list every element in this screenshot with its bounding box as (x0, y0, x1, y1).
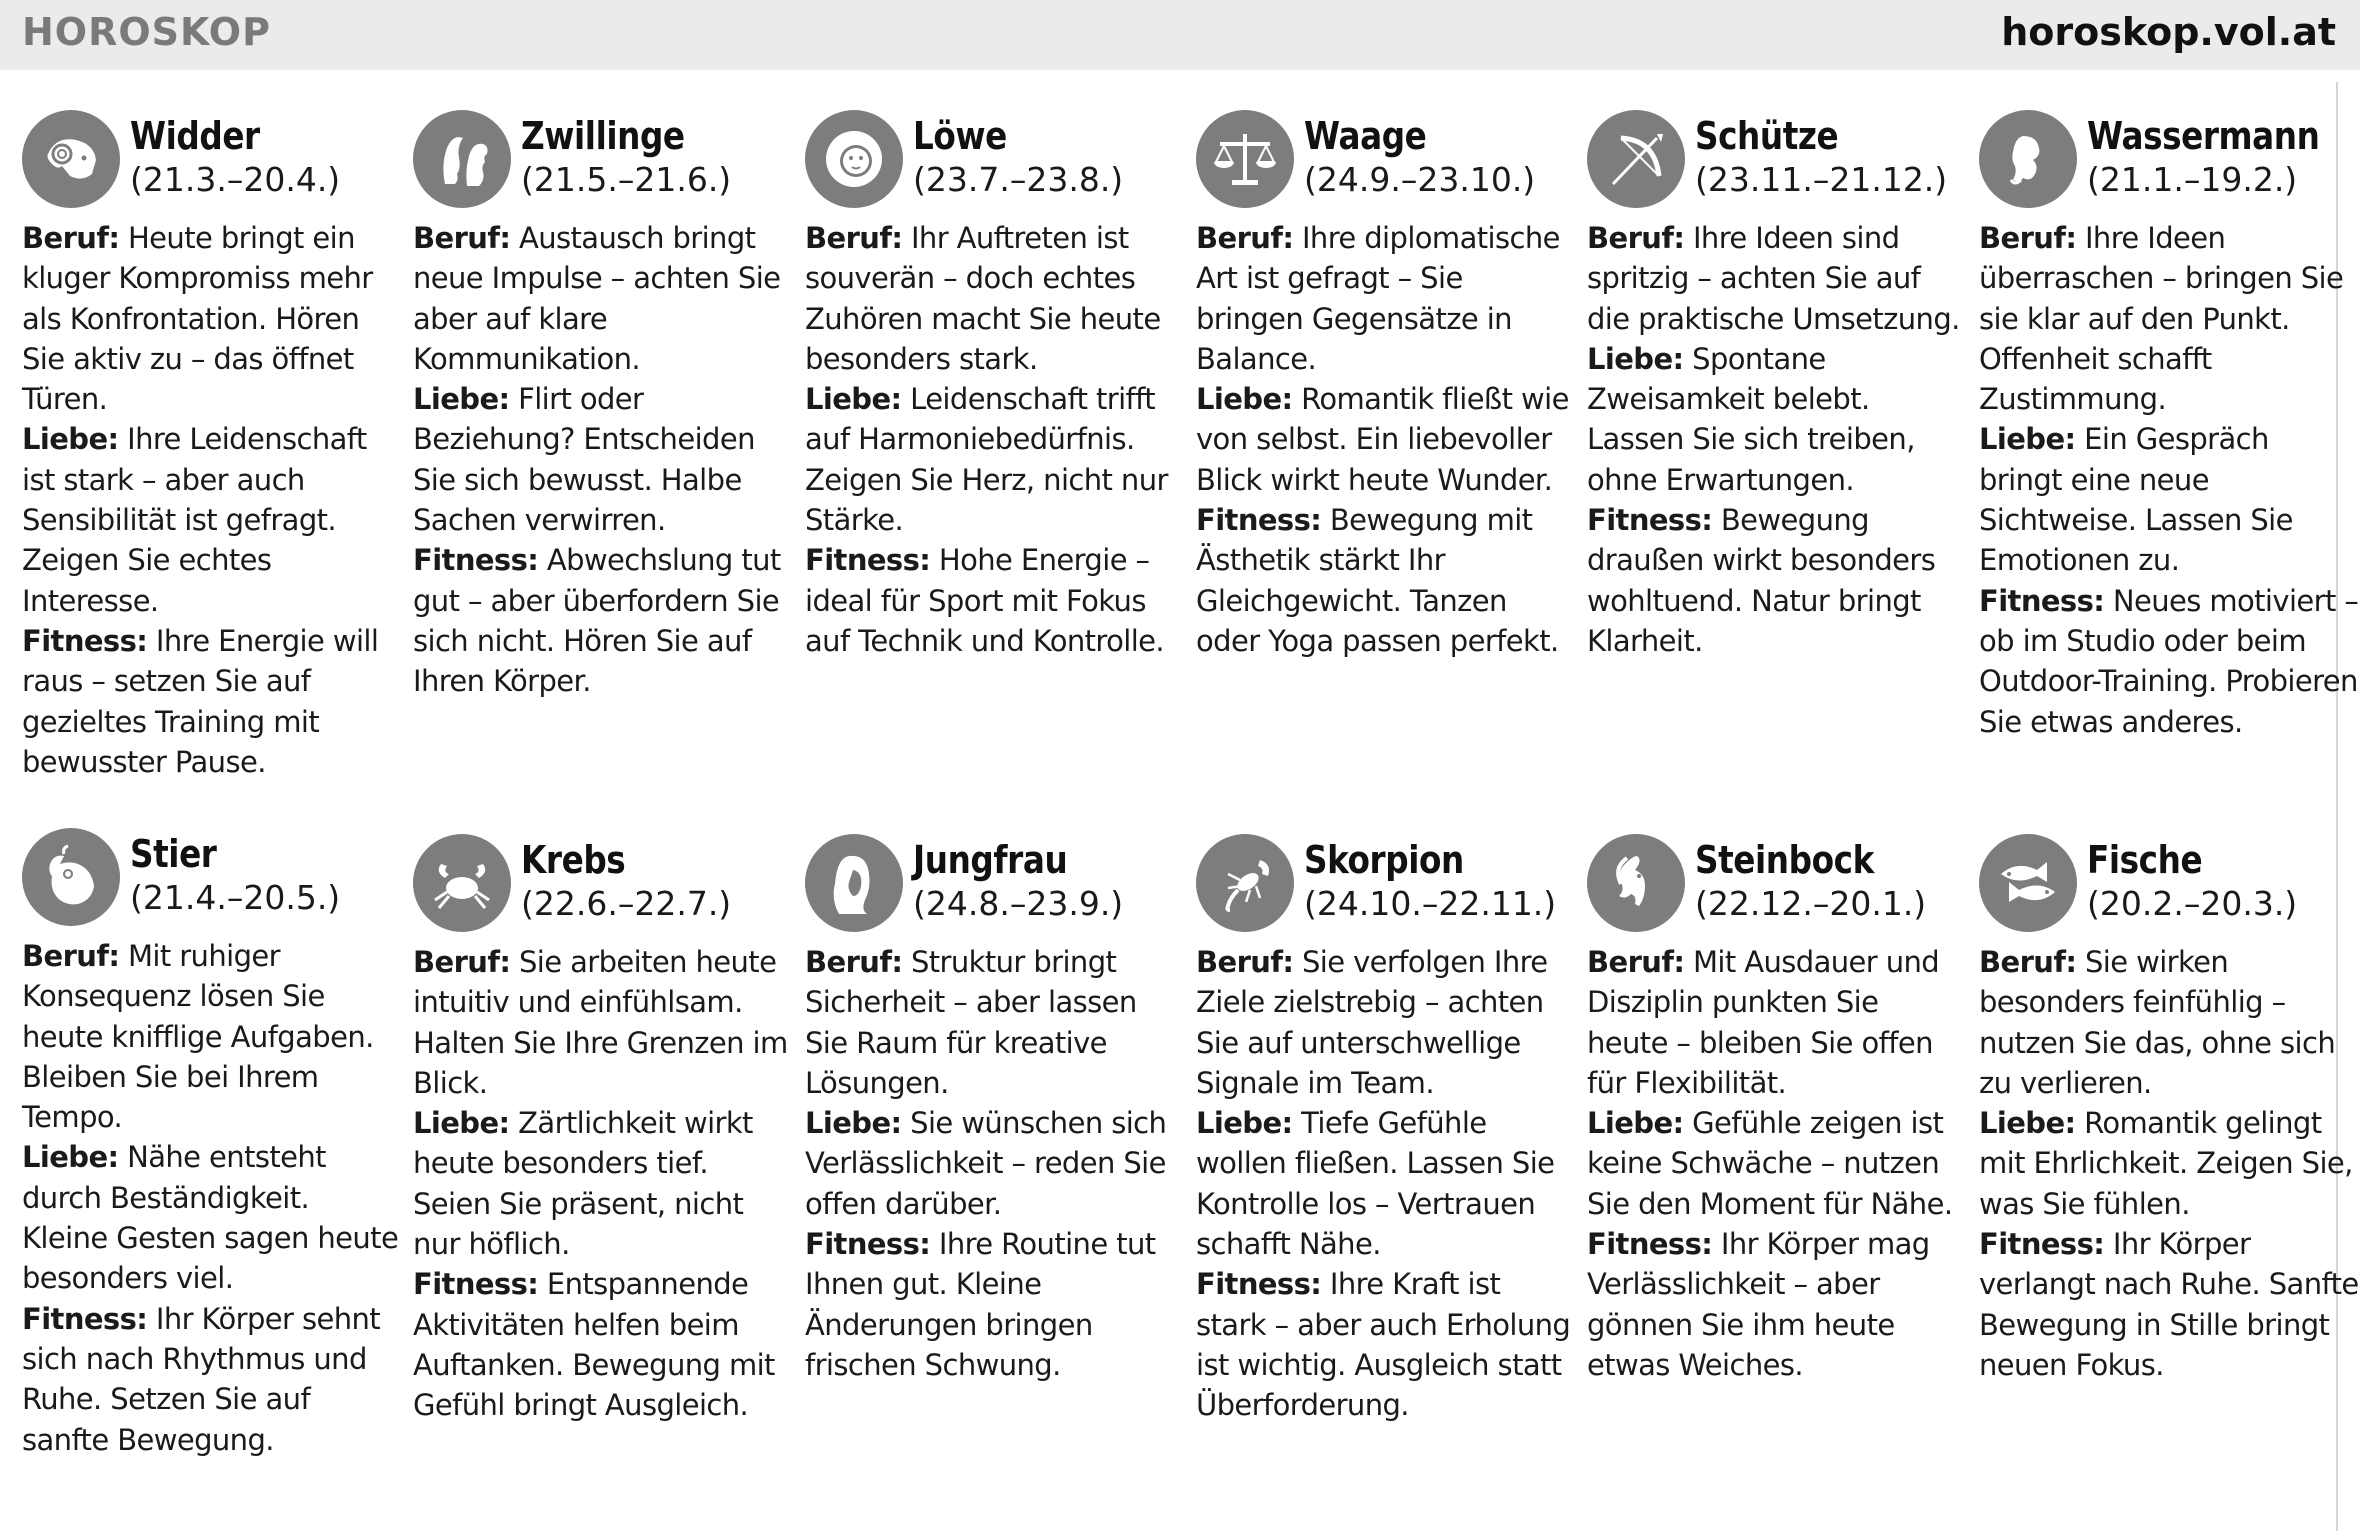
sign-dates: (24.8.–23.9.) (913, 884, 1124, 923)
sign-loewe (805, 110, 1185, 661)
liebe-label: Liebe: (22, 422, 119, 457)
sign-name: Steinbock (1695, 838, 1874, 882)
fitness-label: Fitness: (1979, 583, 2105, 618)
sign-name: Jungfrau (913, 838, 1068, 882)
fitness-label: Fitness: (413, 1267, 539, 1302)
goat-icon (1587, 834, 1685, 932)
sign-name: Skorpion (1304, 838, 1464, 882)
fitness-text: Entspannende Aktivitäten helfen beim Auftanken. Bewegung mit Gefühl bringt Ausgleich. (413, 1267, 775, 1423)
liebe-text: Ein Gespräch bringt eine neue Sichtweise. Lassen Sie Emotionen zu. (1979, 422, 2293, 578)
sign-dates: (21.3.–20.4.) (130, 160, 341, 199)
fitness-text: Ihr Körper mag Verlässlichkeit – aber gönnen Sie ihm heute etwas Weiches. (1587, 1227, 1930, 1382)
beruf-label: Beruf: (1587, 945, 1685, 979)
sign-text (413, 218, 793, 702)
sign-schuetze (1587, 110, 1967, 661)
liebe-text: Nähe entsteht durch Beständigkeit. Kleine Gesten sagen heute besonders viel. (22, 1140, 399, 1296)
sign-fische (1979, 834, 2359, 1385)
page-title: HOROSKOP (22, 10, 271, 54)
beruf-text: Ihr Auftreten ist souverän – doch echtes Zuhören macht Sie heute besonders stark. (805, 221, 1161, 376)
site-url: horoskop.vol.at (2001, 10, 2336, 54)
beruf-label: Beruf: (413, 221, 511, 255)
sign-name: Widder (130, 114, 260, 158)
beruf-label: Beruf: (805, 221, 903, 255)
sign-dates: (21.4.–20.5.) (130, 878, 341, 917)
fitness-label: Fitness: (805, 1227, 931, 1262)
twins-icon (413, 110, 511, 208)
sign-widder (22, 110, 402, 782)
lion-icon (805, 110, 903, 208)
beruf-label: Beruf: (22, 939, 120, 973)
crab-icon (413, 834, 511, 932)
liebe-text: Romantik gelingt mit Ehrlichkeit. Zeigen Sie, was Sie fühlen. (1979, 1106, 2353, 1221)
sign-dates: (22.12.–20.1.) (1695, 884, 1927, 923)
sign-text (1979, 942, 2359, 1385)
fitness-label: Fitness: (1196, 503, 1322, 538)
liebe-text: Romantik fließt wie von selbst. Ein liebevoller Blick wirkt heute Wunder. (1196, 382, 1569, 497)
scales-icon (1196, 110, 1294, 208)
fitness-text: Ihre Kraft ist stark – aber auch Erholung ist wichtig. Ausgleich statt Überforderung. (1196, 1267, 1571, 1423)
sign-steinbock (1587, 834, 1967, 1385)
liebe-text: Zärtlichkeit wirkt heute besonders tief. Seien Sie präsent, nicht nur höflich. (413, 1106, 753, 1262)
fitness-text: Abwechslung tut gut – aber überfordern Sie sich nicht. Hören Sie auf Ihren Körper. (413, 543, 781, 699)
archer-icon (1587, 110, 1685, 208)
sign-dates: (22.6.–22.7.) (521, 884, 732, 923)
sign-text (1196, 942, 1576, 1426)
beruf-label: Beruf: (1196, 221, 1294, 255)
liebe-text: Leidenschaft trifft auf Harmoniebedürfnis. Zeigen Sie Herz, nicht nur Stärke. (805, 382, 1168, 538)
sign-name: Krebs (521, 838, 626, 882)
bull-icon (22, 828, 120, 926)
sign-name: Wassermann (2087, 114, 2320, 158)
sign-name: Schütze (1695, 114, 1839, 158)
beruf-text: Mit ruhiger Konsequenz lösen Sie heute knifflige Aufgaben. Bleiben Sie bei Ihrem Tempo. (22, 939, 374, 1135)
beruf-text: Ihre diplomatische Art ist gefragt – Sie bringen Gegensätze in Balance. (1196, 221, 1560, 376)
liebe-text: Tiefe Gefühle wollen fließen. Lassen Sie Kontrolle los – Vertrauen schafft Nähe. (1196, 1106, 1555, 1262)
sign-text (413, 942, 793, 1426)
fitness-text: Ihre Routine tut Ihnen gut. Kleine Änderungen bringen frischen Schwung. (805, 1227, 1156, 1382)
sign-text (1587, 218, 1967, 661)
beruf-text: Mit Ausdauer und Disziplin punkten Sie heute – bleiben Sie offen für Flexibilität. (1587, 945, 1940, 1100)
liebe-label: Liebe: (1196, 382, 1293, 417)
sign-name: Waage (1304, 114, 1427, 158)
liebe-label: Liebe: (805, 1106, 902, 1141)
liebe-label: Liebe: (1979, 1106, 2076, 1141)
sign-text (1587, 942, 1967, 1385)
sign-krebs (413, 834, 793, 1426)
sign-name: Zwillinge (521, 114, 685, 158)
sign-wassermann (1979, 110, 2359, 742)
sign-dates: (24.9.–23.10.) (1304, 160, 1536, 199)
beruf-label: Beruf: (805, 945, 903, 979)
sign-text (805, 218, 1185, 661)
virgin-icon (805, 834, 903, 932)
sign-text (805, 942, 1185, 1385)
scorpion-icon (1196, 834, 1294, 932)
liebe-label: Liebe: (413, 382, 510, 417)
beruf-label: Beruf: (1979, 945, 2077, 979)
beruf-text: Heute bringt ein kluger Kompromiss mehr als Konfrontation. Hören Sie aktiv zu – das öffnet Türen. (22, 221, 373, 417)
fitness-label: Fitness: (413, 543, 539, 578)
beruf-label: Beruf: (1196, 945, 1294, 979)
liebe-label: Liebe: (1196, 1106, 1293, 1141)
liebe-text: Flirt oder Beziehung? Entscheiden Sie sich bewusst. Halbe Sachen verwirren. (413, 382, 755, 538)
sign-dates: (23.7.–23.8.) (913, 160, 1124, 199)
liebe-text: Sie wünschen sich Verlässlichkeit – reden Sie offen darüber. (805, 1106, 1167, 1221)
sign-name: Stier (130, 832, 217, 876)
sign-jungfrau (805, 834, 1185, 1385)
sign-text (1979, 218, 2359, 742)
beruf-text: Ihre Ideen sind spritzig – achten Sie auf die praktische Umsetzung. (1587, 221, 1960, 336)
fitness-text: Ihr Körper verlangt nach Ruhe. Sanfte Bewegung in Stille bringt neuen Fokus. (1979, 1227, 2359, 1382)
ram-icon (22, 110, 120, 208)
sign-text (22, 936, 402, 1460)
fitness-text: Ihre Energie will raus – setzen Sie auf gezieltes Training mit bewusster Pause. (22, 623, 379, 779)
sign-dates: (23.11.–21.12.) (1695, 160, 1948, 199)
sign-stier (22, 828, 402, 1460)
liebe-text: Ihre Leidenschaft ist stark – aber auch Sensibilität ist gefragt. Zeigen Sie echtes Interesse. (22, 422, 367, 618)
liebe-label: Liebe: (805, 382, 902, 417)
sign-name: Löwe (913, 114, 1007, 158)
beruf-label: Beruf: (1587, 221, 1685, 255)
beruf-text: Sie wirken besonders feinfühlig – nutzen Sie das, ohne sich zu verlieren. (1979, 945, 2336, 1100)
sign-dates: (24.10.–22.11.) (1304, 884, 1557, 923)
fitness-text: Bewegung draußen wirkt besonders wohltuend. Natur bringt Klarheit. (1587, 503, 1936, 658)
liebe-label: Liebe: (1587, 1106, 1684, 1141)
fitness-label: Fitness: (22, 1301, 148, 1336)
sign-text (1196, 218, 1576, 661)
liebe-label: Liebe: (22, 1140, 119, 1175)
sign-dates: (20.2.–20.3.) (2087, 884, 2298, 923)
fitness-text: Neues motiviert – ob im Studio oder beim Outdoor-Training. Probieren Sie etwas anderes. (1979, 583, 2359, 739)
fitness-text: Bewegung mit Ästhetik stärkt Ihr Gleichgewicht. Tanzen oder Yoga passen perfekt. (1196, 503, 1559, 658)
liebe-text: Gefühle zeigen ist keine Schwäche – nutzen Sie den Moment für Nähe. (1587, 1106, 1953, 1221)
fitness-label: Fitness: (1196, 1267, 1322, 1302)
beruf-text: Austausch bringt neue Impulse – achten Sie aber auf klare Kommunikation. (413, 221, 781, 376)
beruf-text: Sie verfolgen Ihre Ziele zielstrebig – achten Sie auf unterschwellige Signale im Team. (1196, 945, 1548, 1100)
beruf-text: Sie arbeiten heute intuitiv und einfühlsam. Halten Sie Ihre Grenzen im Blick. (413, 945, 788, 1100)
beruf-label: Beruf: (22, 221, 120, 255)
fitness-text: Ihr Körper sehnt sich nach Rhythmus und Ruhe. Setzen Sie auf sanfte Bewegung. (22, 1301, 381, 1457)
fitness-text: Hohe Energie – ideal für Sport mit Fokus auf Technik und Kontrolle. (805, 543, 1165, 658)
beruf-text: Ihre Ideen überraschen – bringen Sie sie klar auf den Punkt. Offenheit schafft Zustimmung. (1979, 221, 2344, 417)
fitness-label: Fitness: (1587, 1227, 1713, 1262)
liebe-text: Spontane Zweisamkeit belebt. Lassen Sie sich treiben, ohne Erwartungen. (1587, 341, 1915, 497)
sign-name: Fische (2087, 838, 2203, 882)
sign-text (22, 218, 402, 782)
sign-dates: (21.5.–21.6.) (521, 160, 732, 199)
fitness-label: Fitness: (1587, 503, 1713, 538)
sign-skorpion (1196, 834, 1576, 1426)
beruf-label: Beruf: (413, 945, 511, 979)
beruf-text: Struktur bringt Sicherheit – aber lassen Sie Raum für kreative Lösungen. (805, 945, 1137, 1100)
fitness-label: Fitness: (805, 543, 931, 578)
sign-waage (1196, 110, 1576, 661)
sign-dates: (21.1.–19.2.) (2087, 160, 2298, 199)
liebe-label: Liebe: (1587, 341, 1684, 376)
fish-icon (1979, 834, 2077, 932)
sign-zwillinge (413, 110, 793, 702)
fitness-label: Fitness: (1979, 1227, 2105, 1262)
liebe-label: Liebe: (413, 1106, 510, 1141)
liebe-label: Liebe: (1979, 422, 2076, 457)
fitness-label: Fitness: (22, 623, 148, 658)
beruf-label: Beruf: (1979, 221, 2077, 255)
water-bearer-icon (1979, 110, 2077, 208)
